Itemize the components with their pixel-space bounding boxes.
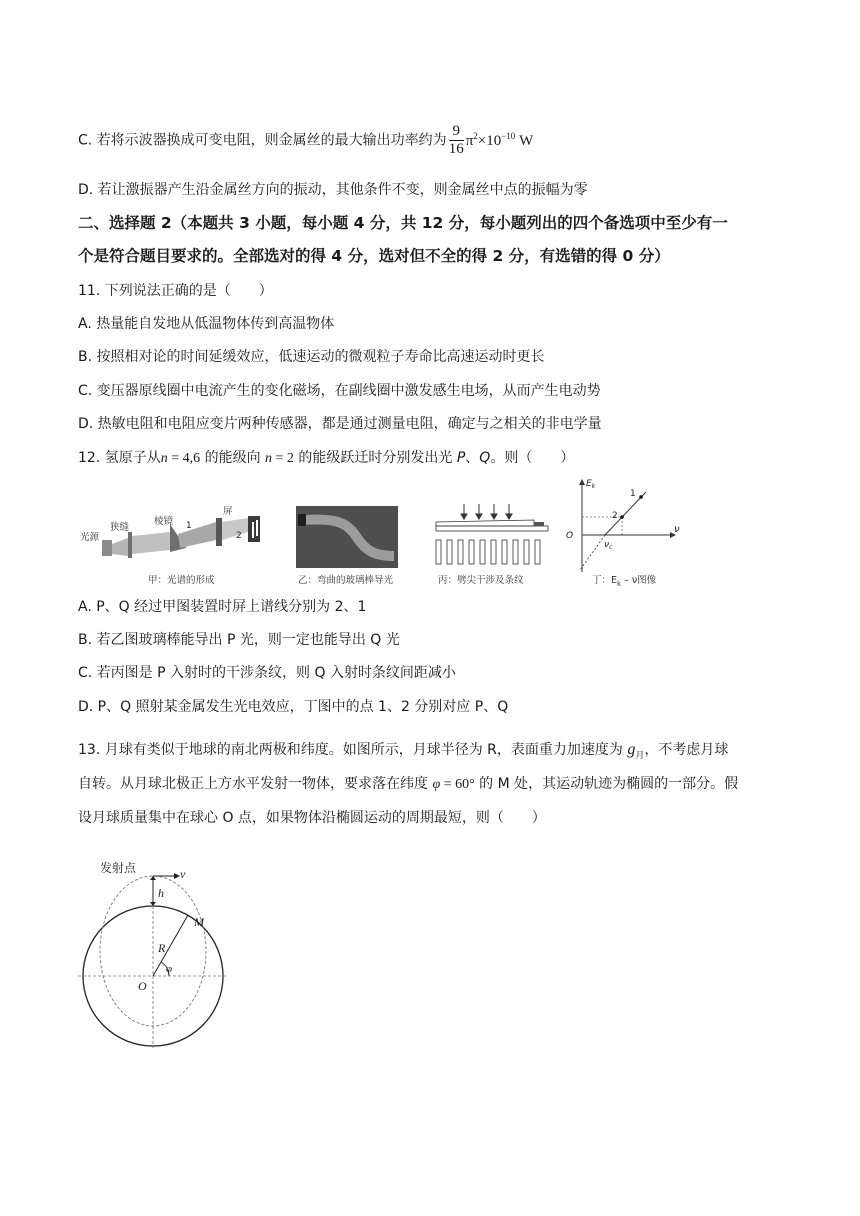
q10-option-c-formula	[465, 130, 534, 149]
ek-extension	[580, 535, 605, 570]
q13-stem-line2	[78, 774, 738, 795]
q12-option-d: D. P、Q 照射某金属发生光电效应，丁图中的点 1、2 分别对应 P、Q	[78, 699, 509, 715]
caption-ding: 丁：$E_k$ – ν图像	[592, 575, 657, 588]
spacer	[534, 522, 544, 526]
exponent: 2	[473, 130, 478, 141]
figure-jia-spectrum	[78, 488, 278, 588]
eq-value: = 2	[272, 451, 294, 466]
exponent: −10	[501, 130, 516, 141]
label-slit: 狭缝	[110, 522, 130, 533]
wedge-top-plate	[436, 520, 534, 526]
q13-stem-line1	[78, 740, 728, 766]
unit: W	[515, 132, 534, 149]
lens	[216, 518, 222, 546]
ek-axis-arrow	[579, 479, 585, 485]
fraction	[449, 123, 464, 158]
q11-option-a: A. 热量能自发地从低温物体传到高温物体	[78, 316, 335, 332]
figure-bing-wedge	[434, 500, 554, 588]
var-q: Q	[479, 450, 491, 466]
beam	[132, 532, 170, 554]
height-arrow-top	[150, 876, 156, 880]
q12-stem-text: 。则（ ）	[490, 450, 575, 466]
label-v: v	[180, 867, 186, 881]
light-source-block	[102, 540, 112, 556]
caption-jia: 甲：光谱的形成	[148, 575, 215, 586]
eq-value: = 60°	[440, 777, 475, 792]
q13-text: 13. 月球有类似于地球的南北两极和纬度。如图所示，月球半径为 R，表面重力加速度为	[78, 742, 628, 758]
label-ek: $E_k$	[586, 479, 596, 490]
label-launch-point: 发射点	[100, 861, 137, 875]
var-n: n	[160, 451, 168, 466]
q13-stem-line3: 设月球质量集中在球心 O 点，如果物体沿椭圆运动的周期最短，则（ ）	[78, 810, 546, 826]
beam	[178, 522, 216, 548]
label-h: h	[158, 886, 164, 900]
q12-stem	[78, 448, 574, 469]
eq-value: = 4,6	[167, 451, 201, 466]
q12-stem-text: 、	[465, 450, 480, 466]
label-o: O	[138, 979, 147, 993]
label-nu-c: $\nu_c$	[604, 540, 613, 551]
label-line-1: 1	[186, 521, 192, 531]
fraction-denominator: 16	[448, 141, 464, 157]
q12-option-b: B. 若乙图玻璃棒能导出 P 光，则一定也能导出 Q 光	[78, 632, 400, 648]
ek-nu-graph	[562, 476, 692, 574]
point-2	[620, 515, 624, 519]
q12-option-a: A. P、Q 经过甲图装置时屏上谱线分别为 2、1	[78, 599, 367, 615]
fraction-numerator: 9	[449, 123, 464, 141]
wedge-bottom-plate	[436, 526, 548, 531]
q11-option-c: C. 变压器原线圈中电流产生的变化磁场，在副线圈中激发感生电场，从而产生电动势	[78, 383, 601, 399]
figure-yi-glass-rod	[296, 506, 416, 588]
caption-yi: 乙：弯曲的玻璃棒导光	[298, 575, 394, 586]
label-line-2: 2	[236, 531, 242, 541]
glass-rod-photo	[296, 506, 398, 568]
var-g: g	[627, 741, 636, 758]
label-m: M	[194, 915, 204, 929]
label-screen: 屏	[223, 506, 233, 517]
wedge-diagram	[434, 500, 554, 566]
q12-stem-text: 的能级跃迁时分别发出光	[293, 450, 457, 466]
label-nu: ν	[674, 524, 680, 535]
q12-stem-text: 12. 氢原子从	[78, 450, 161, 466]
label-point-1: 1	[630, 489, 636, 499]
moon-orbit-diagram	[78, 852, 238, 1052]
slit	[128, 532, 132, 558]
interference-fringes	[436, 540, 540, 564]
caption-bing: 丙：劈尖干涉及条纹	[438, 575, 524, 586]
q12-stem-text: 的能级向	[200, 450, 266, 466]
label-r: R	[158, 941, 166, 955]
q13-text: 自转。从月球北极正上方水平发射一物体，要求落在纬度	[78, 776, 433, 792]
var-p: P	[456, 450, 466, 466]
label-phi: φ	[166, 963, 173, 975]
q11-stem: 11. 下列说法正确的是（ ）	[78, 283, 273, 299]
beam	[112, 538, 128, 556]
section-heading-line2: 个是符合题目要求的。全部选对的得 4 分，选对但不全的得 2 分，有选错的得 0 分）	[78, 247, 670, 265]
point-1	[639, 495, 643, 499]
q13-text: 的 M 处，其运动轨迹为椭圆的一部分。假	[474, 776, 739, 792]
rod-end	[298, 514, 306, 526]
q11-option-b: B. 按照相对论的时间延缓效应，低速运动的微观粒子寿命比高速运动时更长	[78, 349, 545, 365]
label-origin: O	[566, 531, 574, 541]
q10-option-c-text: C. 若将示波器换成可变电阻，则金属丝的最大输出功率约为	[78, 132, 447, 149]
q12-option-c: C. 若丙图是 P 入射时的干涉条纹，则 Q 入射时条纹间距减小	[78, 665, 456, 681]
spectral-line	[256, 520, 258, 536]
q13-text: ，不考虑月球	[644, 742, 729, 758]
beam	[222, 518, 248, 540]
q10-option-c	[78, 123, 533, 158]
label-light-source: 光源	[80, 532, 100, 543]
var-n: n	[265, 451, 273, 466]
figure-q13-moon	[78, 852, 238, 1052]
incident-arrows	[461, 504, 512, 519]
label-point-2: 2	[612, 511, 618, 521]
subscript-moon: 月	[635, 750, 645, 761]
pi-symbol: π	[465, 132, 474, 149]
section-heading-line1: 二、选择题 2（本题共 3 小题，每小题 4 分，共 12 分，每小题列出的四个备选项中至少有一	[78, 214, 728, 232]
figure-ding-ek-graph	[562, 476, 692, 588]
q11-option-d: D. 热敏电阻和电阻应变片两种传感器，都是通过测量电阻，确定与之相关的非电学量	[78, 416, 602, 432]
spectral-line	[252, 522, 254, 538]
var-phi: φ	[432, 777, 441, 792]
times-ten: ×10	[477, 132, 502, 149]
q10-option-d: D. 若让激振器产生沿金属丝方向的振动，其他条件不变，则金属丝中点的振幅为零	[78, 182, 588, 198]
label-prism: 棱镜	[154, 516, 174, 527]
